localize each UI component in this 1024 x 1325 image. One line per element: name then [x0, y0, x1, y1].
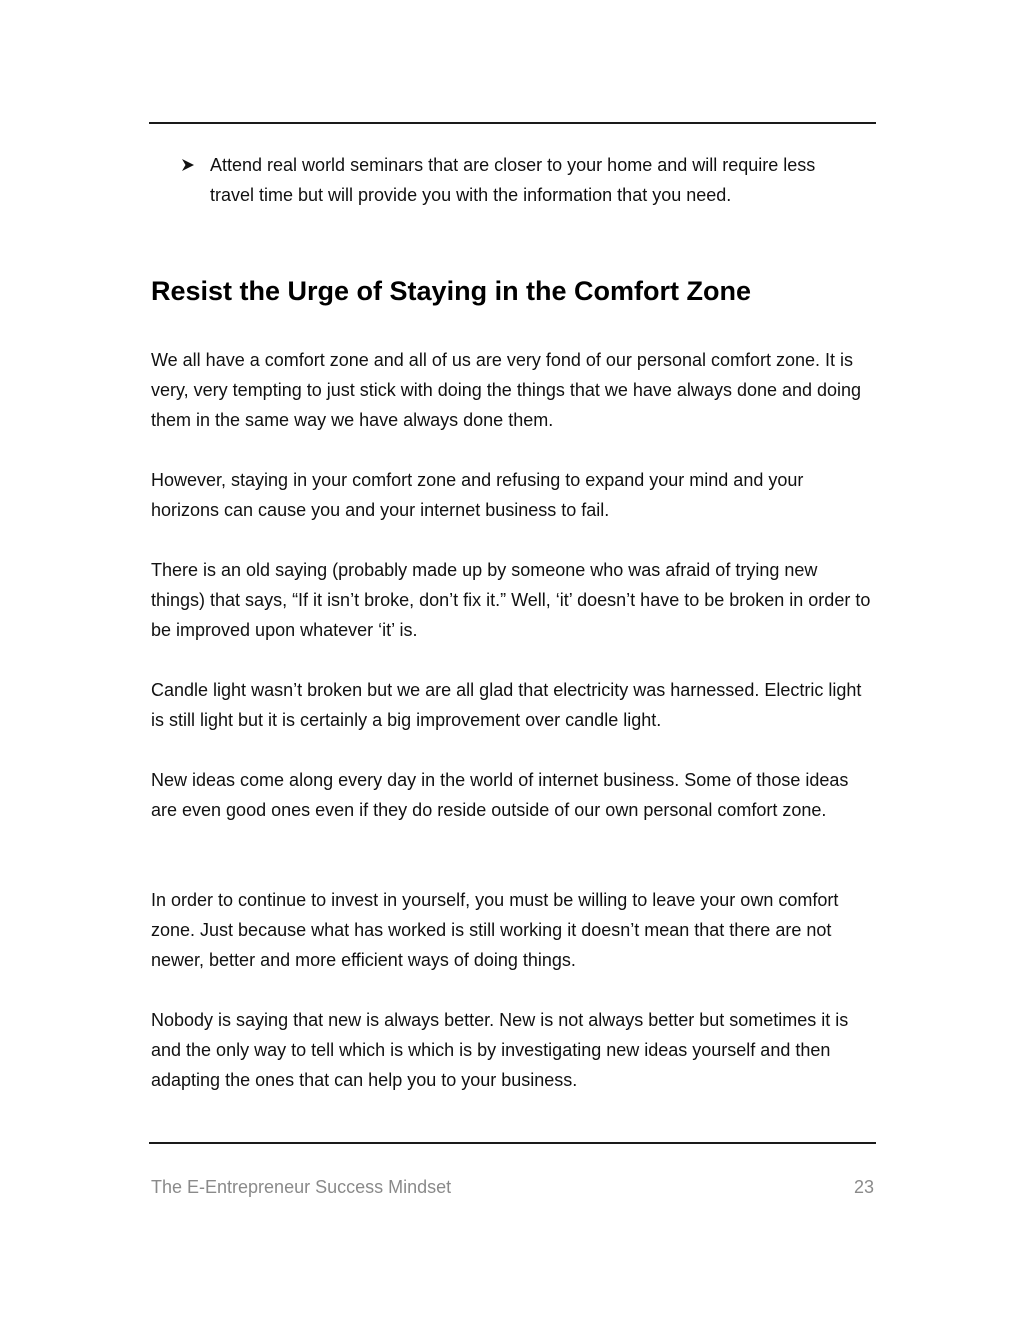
bullet-text: Attend real world seminars that are closer to your home and will require less travel time but will provide you with the information that you need.: [210, 155, 816, 205]
body-paragraph: Nobody is saying that new is always better. New is not always better but sometimes it is and the only way to tell which is which is by investigating new ideas yourself and then adapting the ones that can help you to your business.: [151, 1010, 849, 1090]
section-heading: Resist the Urge of Staying in the Comfort Zone: [151, 276, 752, 306]
body-paragraph: In order to continue to invest in yourself, you must be willing to leave your own comfort zone. Just because what has worked is still working it doesn’t mean that there are not newer, better and more efficient ways of doing things.: [151, 890, 839, 970]
header-rule: [149, 122, 876, 124]
footer-page-number: 23: [853, 1177, 874, 1197]
body-paragraph: However, staying in your comfort zone and refusing to expand your mind and your horizons can cause you and your internet business to fail.: [151, 470, 804, 520]
bullet-list-item: [181, 150, 861, 210]
body-paragraph: There is an old saying (probably made up by someone who was afraid of trying new things) that says, “If it isn’t broke, don’t fix it.” Well, ‘it’ doesn’t have to be broken in order to be improved upon whatever ‘it’ is.: [151, 560, 871, 640]
footer-rule: [149, 1142, 876, 1144]
arrowhead-bullet-icon: [181, 150, 203, 180]
body-paragraph: Candle light wasn’t broken but we are all glad that electricity was harnessed. Electric light is still light but it is certainly a big improvement over candle light.: [151, 680, 862, 730]
footer-book-title: The E-Entrepreneur Success Mindset: [151, 1177, 452, 1197]
body-paragraph: New ideas come along every day in the world of internet business. Some of those ideas are even good ones even if they do reside outside of our own personal comfort zone.: [151, 770, 849, 820]
body-paragraph: We all have a comfort zone and all of us are very fond of our personal comfort zone. It is very, very tempting to just stick with doing the things that we have always done and doing them in the same way we have always done them.: [151, 350, 862, 430]
